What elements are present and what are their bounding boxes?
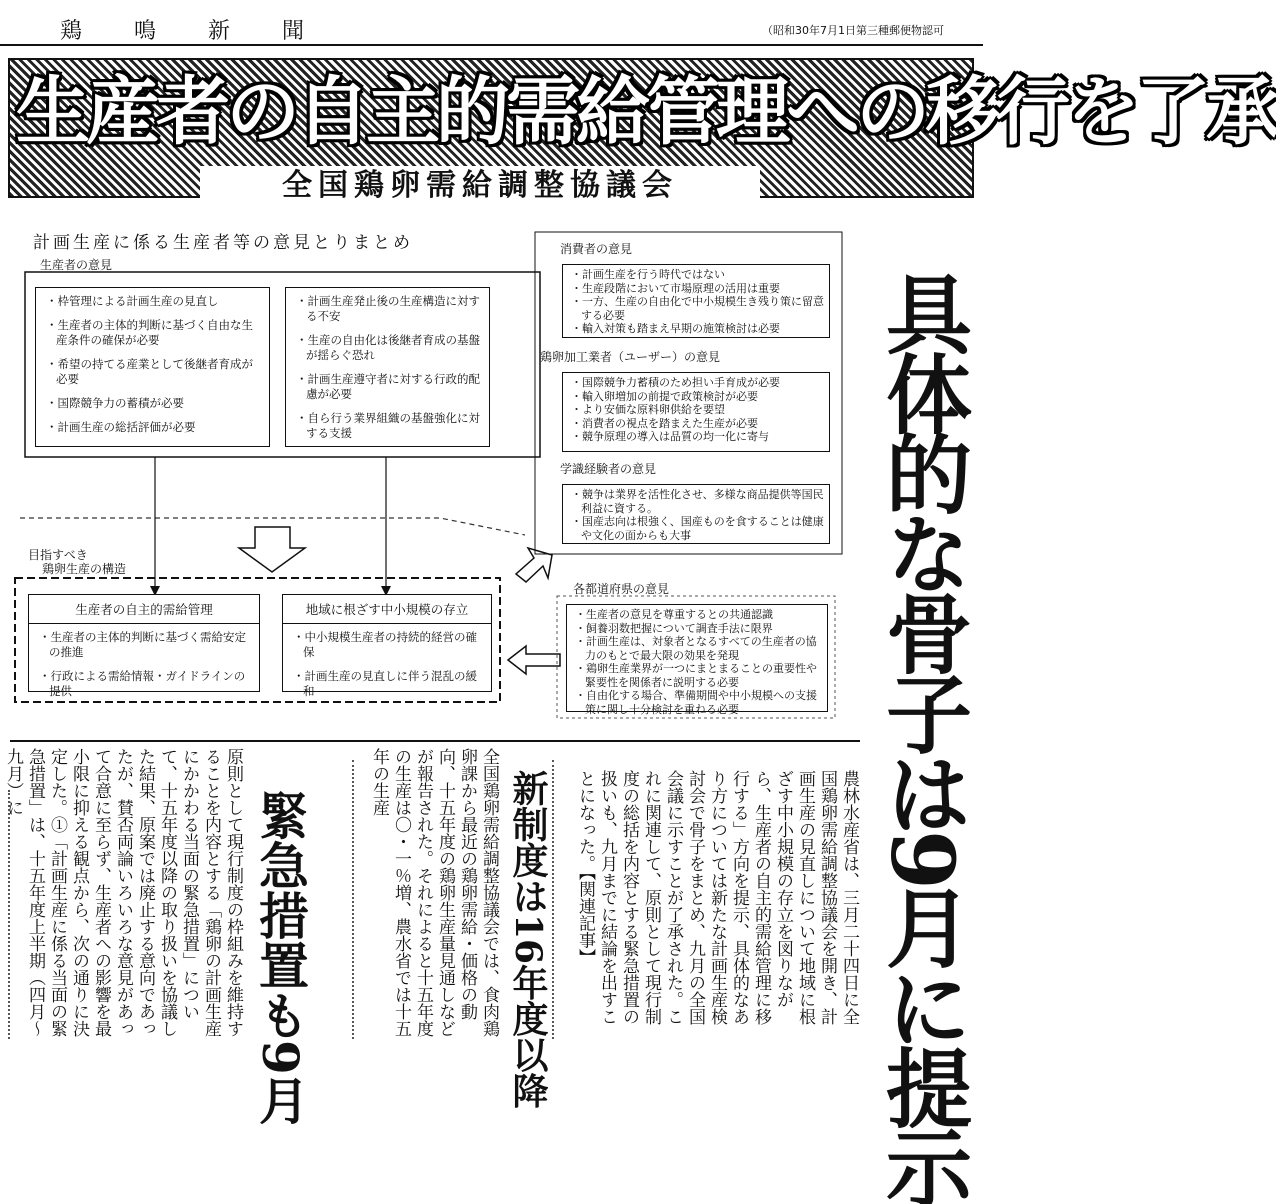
hollow-down-arrow bbox=[239, 527, 305, 572]
structure-right-title: 地域に根ざす中小規模の存立 bbox=[283, 595, 491, 624]
structure-left-box bbox=[28, 594, 260, 698]
list-item: ・計画生産の総括評価が必要 bbox=[46, 420, 196, 434]
structure-right-box bbox=[282, 594, 492, 698]
list-item: ・計画生産発止後の生産構造に対する不安 bbox=[296, 294, 480, 323]
list-item: ・生産者の意見を尊重するとの共通認識 bbox=[575, 608, 773, 621]
subhead: 全国鶏卵需給調整協議会 bbox=[200, 166, 760, 206]
article-body-2: 全国鶏卵需給調整協議会では、食肉鶏卵課から最近の鶏卵需給・価格の動向、十五年度の鶏卵生産量見通しなどが報告された。それによると十五年度の生産は〇・一％増、農水省では十五年の生産 bbox=[369, 748, 499, 1037]
article-body-1: 農林水産省は、三月二十四日に全国鶏卵需給調整協議会を開き、計画生産の見直しについて地域に根ざす中小規模の存立を図りながら、生産者の自主的需給管理に移行する」方向を提示、具体的なあり方については新たな計画生産検討会で骨子をまとめ、九月の全国会議に示すことが了承された。これに関連して、原則として現行制度の総括を内容とする緊急措置の扱いも、九月までに結論を出すことになった。【関連記事】 bbox=[575, 770, 859, 1025]
processors-label: 鶏卵加工業者（ユーザー）の意見 bbox=[540, 350, 721, 364]
list-item: ・飼養羽数把握について調査手法に限界 bbox=[575, 621, 773, 635]
list-item: ・国際競争力蓄積のため担い手育成が必要 bbox=[571, 376, 780, 389]
sub-headline-new-system: 新制度は16年度以降 bbox=[507, 770, 549, 1109]
list-item: ・自由化する場合、準備期間や中小規模への支援策に関し十分検討を重ねる必要 bbox=[575, 689, 817, 716]
list-item: ・国産志向は根強く、国産ものを食することは健康や文化の面からも大事 bbox=[571, 515, 824, 542]
chart-title: 計画生産に係る生産者等の意見とりまとめ bbox=[33, 233, 413, 253]
list-item: ・一方、生産の自由化で中小規模生き残り策に留意する必要 bbox=[571, 295, 824, 322]
paper-name: 鶏鳴新聞 bbox=[60, 19, 357, 44]
sub-headline-emergency: 緊急措置も9月 bbox=[251, 790, 310, 1125]
list-item: ・生産者の主体的判断に基づく需給安定の推進 bbox=[39, 630, 246, 659]
producers-label: 生産者の意見 bbox=[40, 258, 113, 272]
list-item: ・生産段階において市場原理の活用は重要 bbox=[571, 281, 780, 295]
list-item: ・自ら行う業界組織の基盤強化に対する支援 bbox=[296, 411, 480, 440]
consumers-box bbox=[562, 264, 830, 338]
processors-box bbox=[562, 372, 830, 452]
prefectures-label: 各都道府県の意見 bbox=[573, 582, 670, 596]
target-label-2: 鶏卵生産の構造 bbox=[42, 562, 127, 576]
main-headline: 生産者の自主的需給管理への移行を了承 bbox=[16, 69, 1276, 155]
hollow-left-arrow bbox=[508, 646, 560, 674]
side-headline: 具体的な骨子は9月に提示 bbox=[871, 270, 972, 1204]
list-item: ・競争原理の導入は品質の均一化に寄与 bbox=[571, 430, 769, 443]
article-body-3: 原則として現行制度の枠組みを維持することを内容とする「鶏卵の計画生産にかかわる当面の緊急措置」について、十五年度以降の取り扱いを協議した結果、原案では廃止する意向であったが、賛否両論いろいろな意見があって合意に至らず、生産者への影響を最小限に抑える観点から、次の通りに決定した。①「計画生産に係る当面の緊急措置」は、十五年度上半期（四月〜九月）に bbox=[3, 748, 243, 1037]
experts-box bbox=[562, 484, 830, 544]
list-item: ・輸入対策も踏まえ早期の施策検討は必要 bbox=[571, 322, 780, 335]
consumers-label: 消費者の意見 bbox=[560, 242, 633, 256]
list-item: ・鶏卵生産業界が一つにまとまることの重要性や緊要性を関係者に説明する必要 bbox=[575, 662, 817, 689]
experts-label: 学識経験者の意見 bbox=[560, 462, 657, 476]
list-item: ・計画生産の見直しに伴う混乱の緩和 bbox=[293, 669, 477, 698]
prefectures-box bbox=[566, 604, 828, 716]
list-item: ・中小規模生産者の持続的経営の確保 bbox=[293, 630, 477, 659]
list-item: ・生産の自由化は後継者育成の基盤が揺らぐ恐れ bbox=[296, 333, 480, 362]
column-divider bbox=[352, 760, 354, 1039]
structure-left-title: 生産者の自主的需給管理 bbox=[29, 595, 259, 624]
list-item: ・消費者の視点を踏まえた生産が必要 bbox=[571, 416, 758, 430]
list-item: ・希望の持てる産業として後継者育成が必要 bbox=[46, 357, 253, 386]
postal-note: （昭和30年7月1日第三種郵便物認可 bbox=[762, 24, 944, 37]
list-item: ・計画生産遵守者に対する行政的配慮が必要 bbox=[296, 372, 480, 401]
list-item: ・計画生産を行う時代ではない bbox=[571, 268, 725, 281]
column-divider bbox=[552, 760, 554, 1039]
hollow-diagonal-arrow bbox=[516, 548, 552, 582]
list-item: ・輸入卵増加の前提で政策検討が必要 bbox=[571, 389, 758, 403]
column-divider bbox=[8, 790, 10, 1039]
producers-left-box bbox=[35, 287, 270, 447]
list-item: ・枠管理による計画生産の見直し bbox=[46, 294, 219, 308]
article-rule bbox=[10, 740, 860, 742]
list-item: ・より安価な原料卵供給を要望 bbox=[571, 403, 725, 416]
target-label-1: 目指すべき bbox=[28, 548, 88, 562]
list-item: ・生産者の主体的判断に基づく自由な生産条件の確保が必要 bbox=[46, 318, 253, 347]
producers-right-box bbox=[285, 287, 490, 447]
list-item: ・国際競争力の蓄積が必要 bbox=[46, 396, 184, 410]
list-item: ・行政による需給情報・ガイドラインの提供 bbox=[39, 669, 246, 698]
list-item: ・競争は業界を活性化させ、多様な商品提供等国民利益に資する。 bbox=[571, 488, 824, 515]
list-item: ・計画生産は、対象者となるすべての生産者の協力のもとで最大限の効果を発現 bbox=[575, 635, 817, 662]
